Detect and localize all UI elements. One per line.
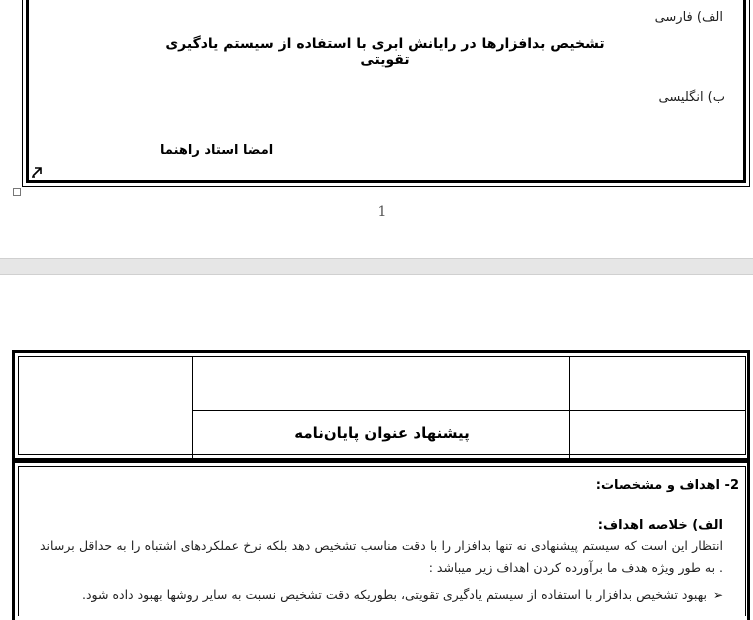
header-table-divider-left [192, 356, 193, 460]
page-border-inner [26, 0, 746, 183]
objective-bullet-text: بهبود تشخیص بدافزار با استفاده از سیستم یادگیری تقویتی، بطوریکه دقت تشخیص نسبت به سایر روشها بهبود داده شود. [82, 587, 707, 602]
subsection-title: الف) خلاصه اهداف: [597, 518, 723, 533]
arrow-bullet-icon: ➢ [712, 588, 723, 602]
advisor-signature-label: امضا استاد راهنما [160, 143, 274, 158]
farsi-title-label: الف) فارسی [654, 10, 723, 25]
header-table-row-divider [192, 410, 746, 411]
anchor-icon[interactable] [30, 165, 44, 179]
document-page-1 [0, 0, 753, 258]
page-number: 1 [377, 204, 387, 220]
thesis-title-farsi: تشخیص بدافزارها در رایانش ابری با استفاده از سیستم یادگیری تقویتی [165, 36, 605, 68]
proposal-header-title: پیشنهاد عنوان پایان‌نامه [294, 424, 470, 442]
page-separator [0, 258, 753, 275]
header-table-divider-right [569, 356, 570, 460]
resize-handle[interactable] [13, 188, 21, 196]
english-title-label: ب) انگلیسی [658, 90, 725, 105]
objectives-paragraph: انتظار این است که سیستم پیشنهادی نه تنها بدافزار را با دقت مناسب تشخیص دهد بلکه نرخ عملکردهای اشتباه را به حداقل برساند . به طور ویژه هدف ما برآورده کردن اهداف زیر میباشد : [40, 538, 723, 575]
section-title: 2- اهداف و مشخصات: [595, 478, 739, 493]
objective-bullet-item [40, 587, 723, 602]
